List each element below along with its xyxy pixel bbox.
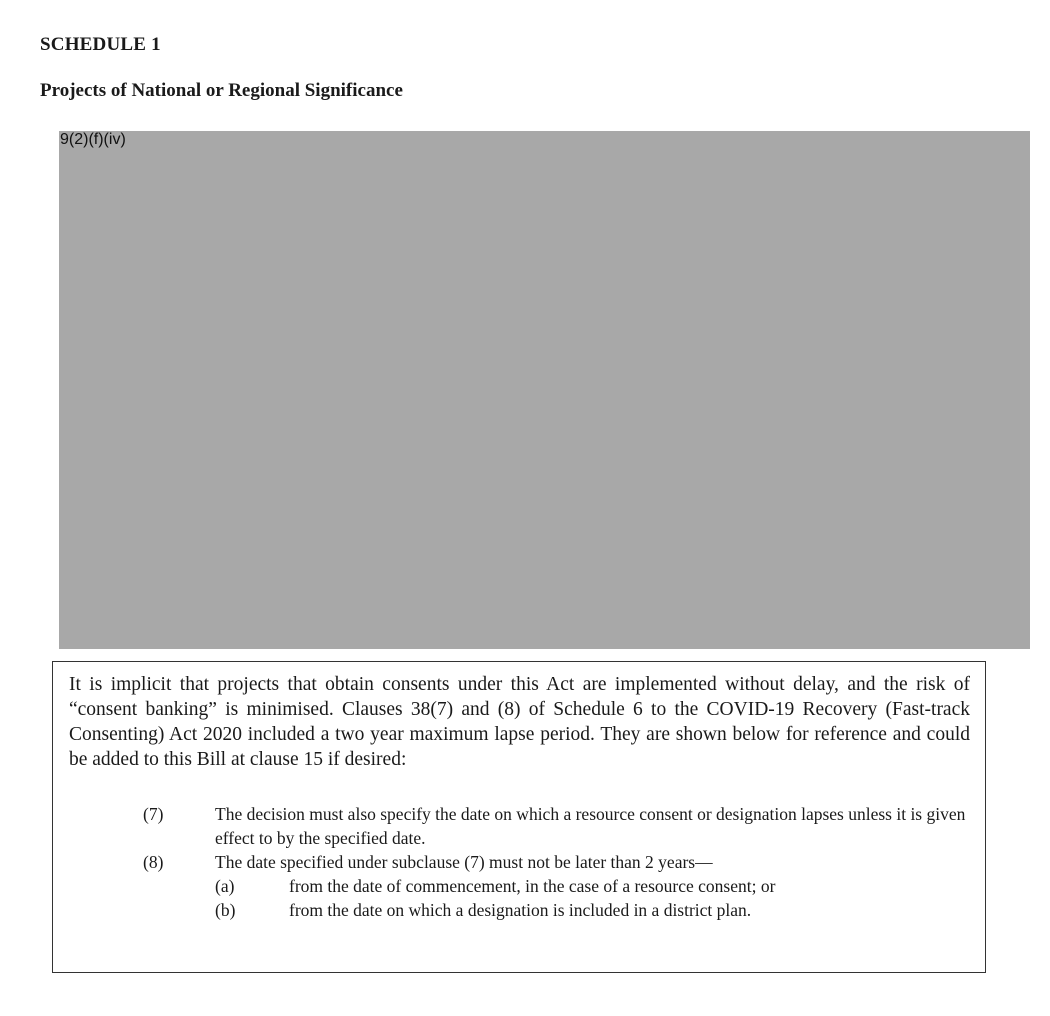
clause-text: The date specified under subclause (7) must not be later than 2 years— <box>215 852 713 872</box>
note-paragraph: It is implicit that projects that obtain consents under this Act are implemented without delay, and the risk of “consent banking” is minimised. Clauses 38(7) and (8) of Schedule 6 to the COVID-19 Recovery (Fast-track Consenting) Act 2020 included a two year maximum lapse period. They are shown below for reference and could be added to this Bill at clause 15 if desired: <box>69 674 970 770</box>
note-box <box>52 661 986 973</box>
clause-number: (8) <box>143 852 164 872</box>
sub-item-label: (a) <box>215 876 235 896</box>
sub-item-text: from the date of commencement, in the case of a resource consent; or <box>289 876 776 896</box>
redaction-label: 9(2)(f)(iv) <box>60 131 126 148</box>
clause-8 <box>69 850 970 922</box>
clause-7 <box>69 802 970 850</box>
sub-item-text: from the date on which a designation is included in a district plan. <box>289 900 752 920</box>
sub-item-a <box>215 874 970 898</box>
sub-item-label: (b) <box>215 900 236 920</box>
clause-body <box>215 850 970 922</box>
clause-text: The decision must also specify the date on which a resource consent or designation lapses unless it is given effect to by the specified date. <box>215 804 966 848</box>
schedule-subheading: Projects of National or Regional Significance <box>40 80 403 101</box>
sub-item-b <box>215 898 970 922</box>
redaction-block <box>59 131 1030 649</box>
clause-list <box>69 802 970 922</box>
schedule-heading: SCHEDULE 1 <box>40 34 161 55</box>
clause-number: (7) <box>143 804 164 824</box>
